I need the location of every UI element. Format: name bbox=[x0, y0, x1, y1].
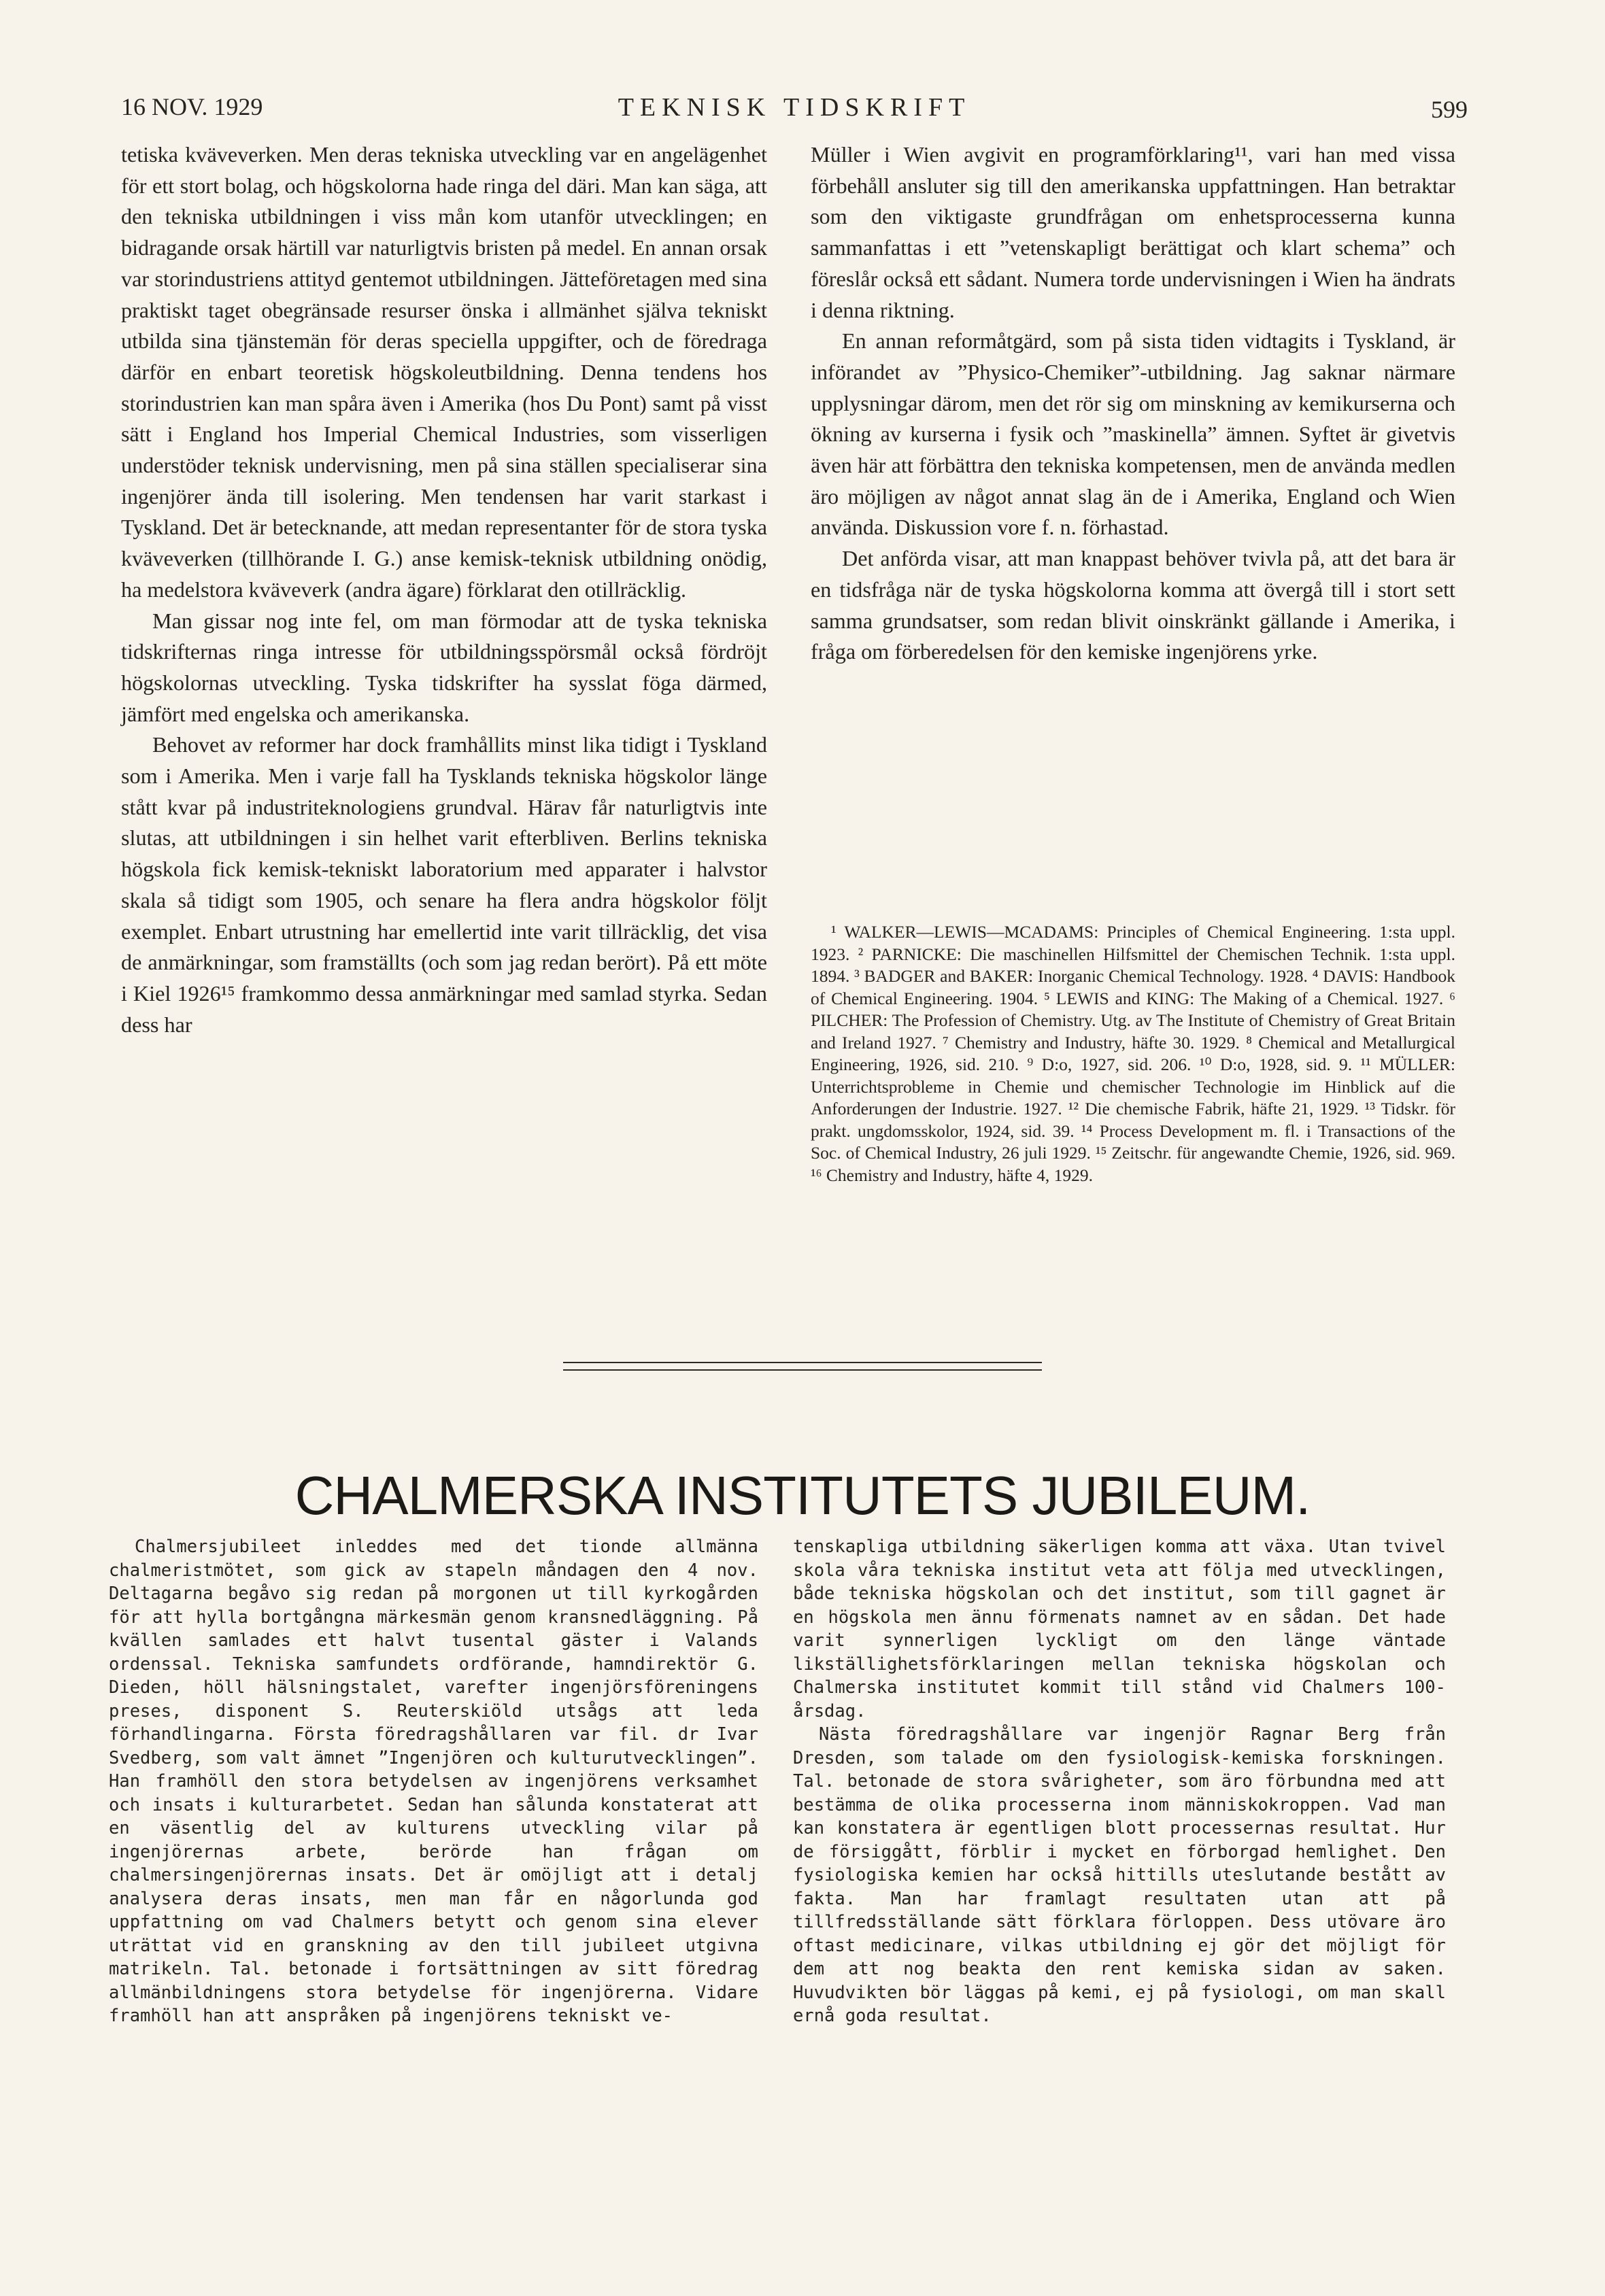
footnotes bbox=[811, 921, 1455, 1186]
paragraph: Man gissar nog inte fel, om man förmodar att de tyska tekniska tidskrifternas ringa intresse för utbildningsspörsmål också fördröjt högskolornas utveckling. Tyska tidskrifter ha sysslat föga därmed, jämfört med engelska och amerikanska. bbox=[121, 608, 767, 726]
paragraph: En annan reformåtgärd, som på sista tiden vidtagits i Tyskland, är införandet av ”Physico-Chemiker”-utbildning. Jag saknar närmare upplysningar därom, men det rör sig om minskning av kemikurserna och ökning av kurserna i fysik och ”maskinella” ämnen. Syftet är givetvis även här att förbättra den tekniska kompetensen, men de använda medlen äro möjligen av något annat slag än de i Amerika, England och Wien använda. Diskussion vore f. n. förhastad. bbox=[811, 328, 1455, 540]
issue-date: 16 NOV. 1929 bbox=[121, 93, 263, 120]
journal-title: TEKNISK TIDSKRIFT bbox=[618, 93, 971, 122]
paragraph: tetiska kväveverken. Men deras tekniska utveckling var en angelägenhet för ett stort bolag, och högskolorna hade ringa del däri. Man kan säga, att den tekniska utbildningen i viss mån kom utanför utvecklingen; en bidragande orsak härtill var naturligtvis bristen på medel. En annan orsak var storindustriens attityd gentemot utbildningen. Jätteföretagen med sina praktiskt taget obegränsade resurser önska i allmänhet själva tekniskt utbilda sina tjänstemän för deras speciella uppgifter, och de föredraga därför en enbart teoretisk högskoleutbildning. Denna tendens hos storindustrien kan man spåra även i Amerika (hos Du Pont) samt på visst sätt i England hos Imperial Chemical Industries, som visserligen understöder teknisk undervisning, men på sina ställen specialiserar sina ingenjörer ända till isolering. Men tendensen har varit starkast i Tyskland. Det är betecknande, att medan representanter för de stora tyska kväveverken (tillhörande I. G.) anse kemisk-teknisk utbildning onödig, ha medelstora kväveverk (andra ägare) förklarat den otillräcklig. bbox=[121, 142, 767, 602]
article-left-column bbox=[121, 139, 767, 1040]
paragraph: Müller i Wien avgivit en programförklaring¹¹, vari han med vissa förbehåll ansluter sig till den amerikanska uppfattningen. Han betraktar som den viktigaste grundfrågan om enhetsprocesserna kunna sammanfattas i ett ”vetenskapligt berättigat och klart schema” och föreslår också ett sådant. Numera torde undervisningen i Wien ha ändrats i denna riktning. bbox=[811, 142, 1455, 322]
jubilee-left-column bbox=[109, 1535, 758, 2028]
section-divider bbox=[563, 1362, 1042, 1371]
article-headline: CHALMERSKA INSTITUTETS JUBILEUM. bbox=[294, 1465, 1311, 1526]
running-header bbox=[121, 90, 1468, 131]
paragraph: Behovet av reformer har dock framhållits minst lika tidigt i Tyskland som i Amerika. Men i varje fall ha Tysklands tekniska högskolor länge stått kvar på industriteknologiens grundval. Härav får naturligtvis inte slutas, att utbildningen i sin helhet varit efterbliven. Berlins tekniska högskola fick kemisk-tekniskt laboratorium med apparater i halvstor skala så tidigt som 1905, och senare ha flera andra högskolor följt exemplet. Enbart utrustning har emellertid inte varit tillräcklig, det visa de anmärkningar, som framställts (och som jag redan berört). På ett möte i Kiel 1926¹⁵ framkommo dessa anmärkningar med samlad styrka. Sedan dess har bbox=[121, 732, 767, 1037]
jubilee-right-column bbox=[793, 1535, 1446, 2028]
paragraph: Nästa föredragshållare var ingenjör Ragnar Berg från Dresden, som talade om den fysiologisk-kemiska forskningen. Tal. betonade de stora svårigheter, som äro förbundna med att bestämma de olika processerna inom människokroppen. Vad man kan konstatera är egentligen blott processernas resultat. Hur de försiggått, förblir i mycket en förborgad hemlighet. Den fysiologiska kemien har också hittills uteslutande bestått av fakta. Man har framlagt resultaten utan att på tillfredsställande sätt förklara förloppen. Dess utövare äro oftast medicinare, vilkas utbildning ej gör det möjligt för dem att nog beakta den rent kemiska sidan av saken. Huvudvikten bör läggas på kemi, ej på fysiologi, om man skall ernå goda resultat. bbox=[793, 1724, 1446, 2026]
paragraph: Chalmersjubileet inleddes med det tionde allmänna chalmeristmötet, som gick av stapeln måndagen den 4 nov. Deltagarna begåvo sig redan på morgonen ut till kyrkogården för att hylla bortgångna märkesmän genom kransnedläggning. På kvällen samlades ett halvt tusental gäster i Valands ordenssal. Tekniska samfundets ordförande, hamndirektör G. Dieden, höll hälsningstalet, varefter ingenjörsföreningens preses, disponent S. Reuterskiöld utsågs att leda förhandlingarna. Första föredragshållaren var fil. dr Ivar Svedberg, som valt ämnet ”Ingenjören och kulturutvecklingen”. Han framhöll den stora betydelsen av ingenjörens verksamhet och insats i kulturarbetet. Sedan han sålunda konstaterat att en väsentlig del av kulturens utveckling vilar på ingenjörernas arbete, berörde han frågan om chalmersingenjörernas insats. Det är omöjligt att i detalj analysera deras insats, men man får en någorlunda god uppfattning om vad Chalmers betytt och genom sina elever uträttat vid en granskning av den till jubileet utgivna matrikeln. Tal. betonade i fortsättningen av sitt föredrag allmänbildningens stora betydelse för ingenjörerna. Vidare framhöll han att anspråken på ingenjörens tekniskt ve- bbox=[109, 1537, 758, 2026]
paragraph: Det anförda visar, att man knappast behöver tvivla på, att det bara är en tidsfråga när de tyska högskolorna komma att övergå till i stort sett samma grundsatser, som redan blivit oinskränkt gällande i Amerika, i fråga om förberedelsen för den kemiske ingenjörens yrke. bbox=[811, 546, 1455, 664]
page-number: 599 bbox=[1431, 96, 1468, 123]
footnote-list: ¹ WALKER—LEWIS—MCADAMS: Principles of Chemical Engineering. 1:sta uppl. 1923. ² PARNICKE: Die maschinellen Hilfsmittel der Chemischen Technik. 1:sta uppl. 1894. ³ BADGER and BAKER: Inorganic Chemical Technology. 1928. ⁴ DAVIS: Handbook of Chemical Engineering. 1904. ⁵ LEWIS and KING: The Making of a Chemical. 1927. ⁶ PILCHER: The Profession of Chemistry. Utg. av The Institute of Chemistry of Great Britain and Ireland 1927. ⁷ Chemistry and Industry, häfte 30. 1929. ⁸ Chemical and Metallurgical Engineering, 1926, sid. 210. ⁹ D:o, 1927, sid. 206. ¹⁰ D:o, 1928, sid. 9. ¹¹ MÜLLER: Unterrichtsprobleme in Chemie und chemischer Technologie im Hinblick auf die Anforderungen der Industrie. 1927. ¹² Die chemische Fabrik, häfte 21, 1929. ¹³ Tidskr. för prakt. ungdomsskolor, 1924, sid. 39. ¹⁴ Process Development m. fl. i Transactions of the Soc. of Chemical Industry, 26 juli 1929. ¹⁵ Zeitschr. für angewandte Chemie, 1926, sid. 969. ¹⁶ Chemistry and Industry, häfte 4, 1929. bbox=[811, 922, 1455, 1185]
paragraph: tenskapliga utbildning säkerligen komma att växa. Utan tvivel skola våra tekniska institut veta att följa med utvecklingen, både tekniska högskolan och det institut, som till gagnet är en högskola men ännu förmenats namnet av en sådan. Det hade varit synnerligen lyckligt om den länge väntade likställighetsförklaringen mellan tekniska högskolan och Chalmerska institutet kommit till stånd vid Chalmers 100-årsdag. bbox=[793, 1537, 1446, 1721]
article-right-column bbox=[811, 139, 1455, 668]
